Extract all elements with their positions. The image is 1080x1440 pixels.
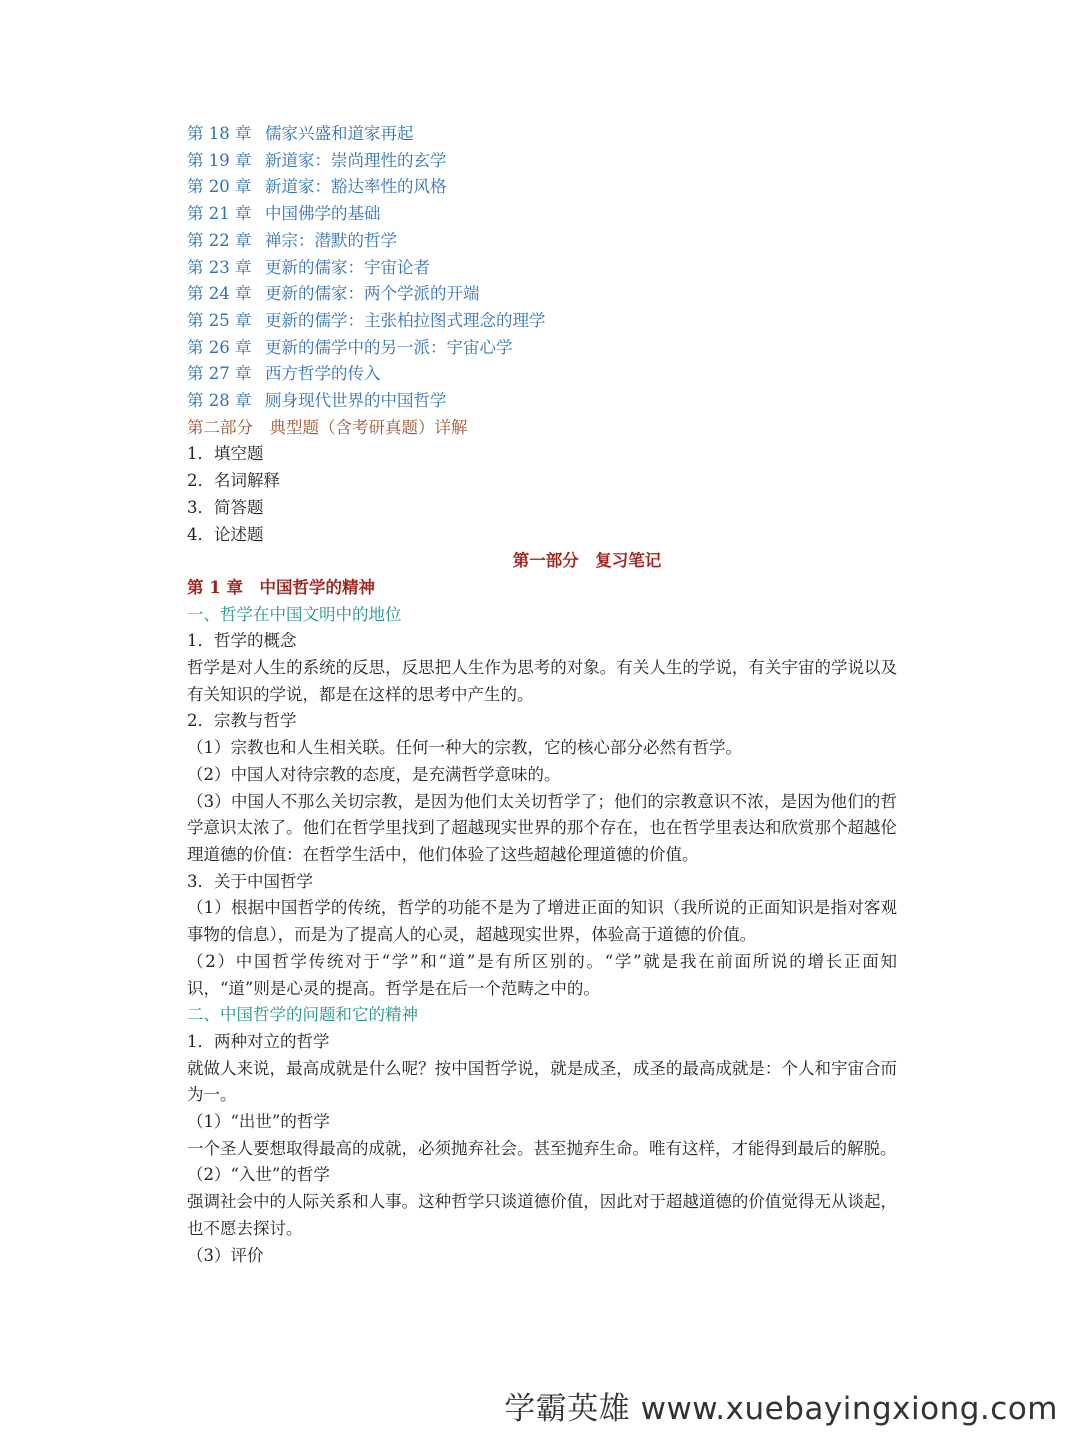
toc-chapter-link[interactable]: [187, 228, 897, 255]
toc-chapter-link[interactable]: [187, 361, 897, 388]
toc-chapter-link[interactable]: [187, 148, 897, 175]
toc-chapter-number: 第 24 章: [187, 284, 252, 304]
toc-question-type: 1．填空题: [187, 444, 264, 464]
toc-chapter-number: 第 21 章: [187, 204, 252, 224]
toc-chapter-link[interactable]: [187, 388, 897, 415]
section-heading-2: 二、中国哲学的问题和它的精神: [187, 1005, 418, 1025]
paragraph: （1）宗教也和人生相关联。任何一种大的宗教，它的核心部分必然有哲学。: [187, 738, 742, 758]
toc-chapter-link[interactable]: [187, 174, 897, 201]
subheading-concept: 1．哲学的概念: [187, 631, 297, 651]
part-title: 第一部分 复习笔记: [512, 551, 662, 571]
paragraph: （3）中国人不那么关切宗教，是因为他们太关切哲学了；他们的宗教意识不浓，是因为他们的哲学意识太浓了。他们在哲学里找到了超越现实世界的那个存在，也在哲学里表达和欣赏那个超越伦理道德的价值：在哲学生活中，他们体验了这些超越伦理道德的价值。: [187, 791, 897, 864]
toc-chapter-link[interactable]: [187, 281, 897, 308]
toc-question-type: 2．名词解释: [187, 471, 280, 491]
toc-chapter-number: 第 27 章: [187, 364, 252, 384]
toc-chapter-title: 禅宗：潜默的哲学: [265, 230, 397, 250]
toc-question-types: [187, 441, 897, 548]
toc-chapter-title: 儒家兴盛和道家再起: [265, 124, 414, 143]
toc-chapter-number: 第 22 章: [187, 230, 252, 250]
toc-chapter-number: 第 23 章: [187, 257, 252, 277]
subheading-religion: 2．宗教与哲学: [187, 711, 297, 731]
toc-chapter-list: [187, 121, 897, 415]
toc-chapter-link[interactable]: [187, 201, 897, 228]
toc-chapter-title: 中国佛学的基础: [265, 204, 381, 224]
toc-chapter-title: 更新的儒家：宇宙论者: [265, 257, 430, 277]
subheading-worldly: （2）“入世”的哲学: [187, 1165, 330, 1185]
toc-chapter-link[interactable]: [187, 335, 897, 362]
toc-chapter-title: 新道家：崇尚理性的玄学: [265, 150, 447, 170]
toc-chapter-number: 第 18 章: [187, 124, 252, 143]
paragraph: （2）中国哲学传统对于“学”和“道”是有所区别的。“学”就是我在前面所说的增长正面知识，“道”则是心灵的提高。哲学是在后一个范畴之中的。: [187, 951, 897, 998]
toc-chapter-title: 厕身现代世界的中国哲学: [265, 391, 447, 411]
paragraph: 强调社会中的人际关系和人事。这种哲学只谈道德价值，因此对于超越道德的价值觉得无从谈起，也不愿去探讨。: [187, 1192, 897, 1238]
toc-question-type: 4．论述题: [187, 524, 264, 544]
toc-chapter-title: 更新的儒家：两个学派的开端: [265, 284, 480, 304]
toc-chapter-title: 更新的儒学中的另一派：宇宙心学: [265, 337, 513, 357]
subheading-evaluation: （3）评价: [187, 1245, 264, 1265]
paragraph: 一个圣人要想取得最高的成就，必须抛弃社会。甚至抛弃生命。唯有这样，才能得到最后的解脱。: [187, 1138, 897, 1158]
toc-chapter-title: 更新的儒学：主张柏拉图式理念的理学: [265, 310, 546, 330]
subheading-otherworldly: （1）“出世”的哲学: [187, 1112, 330, 1132]
toc-chapter-link[interactable]: [187, 255, 897, 282]
toc-chapter-link[interactable]: [187, 121, 897, 148]
toc-part2-link[interactable]: 第二部分 典型题（含考研真题）详解: [187, 417, 468, 437]
toc-chapter-title: 西方哲学的传入: [265, 364, 381, 384]
paragraph: 哲学是对人生的系统的反思，反思把人生作为思考的对象。有关人生的学说，有关宇宙的学说以及有关知识的学说，都是在这样的思考中产生的。: [187, 658, 897, 704]
subheading-two-philosophies: 1．两种对立的哲学: [187, 1031, 330, 1051]
toc-chapter-title: 新道家：豁达率性的风格: [265, 177, 447, 197]
toc-chapter-link[interactable]: [187, 308, 897, 335]
toc-chapter-number: 第 20 章: [187, 177, 252, 197]
document-page: [187, 121, 897, 1269]
section-heading-1: 一、哲学在中国文明中的地位: [187, 604, 402, 624]
toc-question-type: 3．简答题: [187, 497, 264, 517]
toc-chapter-number: 第 25 章: [187, 310, 252, 330]
paragraph: （2）中国人对待宗教的态度，是充满哲学意味的。: [187, 764, 561, 784]
toc-chapter-number: 第 26 章: [187, 337, 252, 357]
toc-chapter-number: 第 28 章: [187, 391, 252, 411]
chapter-title: 第 1 章 中国哲学的精神: [187, 577, 375, 597]
paragraph: 就做人来说，最高成就是什么呢？按中国哲学说，就是成圣，成圣的最高成就是：个人和宇宙合而为一。: [187, 1058, 897, 1105]
subheading-chinese-philosophy: 3．关于中国哲学: [187, 871, 313, 891]
toc-chapter-number: 第 19 章: [187, 150, 252, 170]
paragraph: （1）根据中国哲学的传统，哲学的功能不是为了增进正面的知识（我所说的正面知识是指对客观事物的信息），而是为了提高人的心灵，超越现实世界，体验高于道德的价值。: [187, 898, 897, 945]
site-watermark: 学霸英雄 www.xuebayingxiong.com: [504, 1391, 1058, 1427]
